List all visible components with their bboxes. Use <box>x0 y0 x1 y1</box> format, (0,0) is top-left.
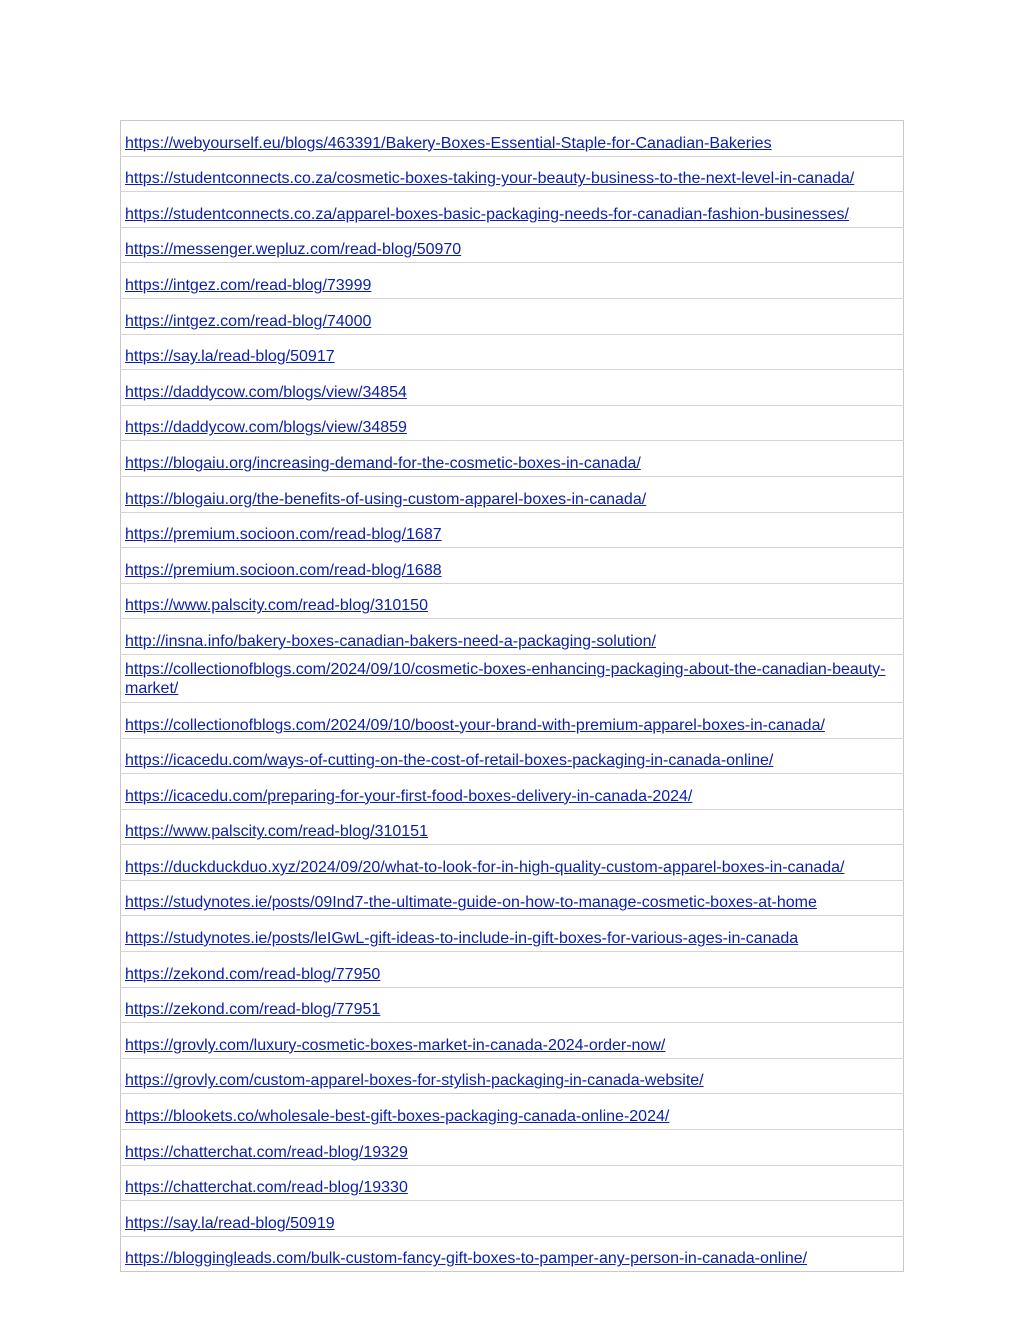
link-item[interactable]: https://premium.socioon.com/read-blog/1687 <box>125 526 442 544</box>
table-row <box>121 263 904 299</box>
table-cell <box>121 916 904 952</box>
link-item[interactable]: https://say.la/read-blog/50917 <box>125 348 335 366</box>
table-row <box>121 227 904 263</box>
table-row <box>121 916 904 952</box>
link-item[interactable]: https://www.palscity.com/read-blog/310151 <box>125 823 428 841</box>
table-row <box>121 880 904 916</box>
table-row <box>121 156 904 192</box>
link-item[interactable]: https://intgez.com/read-blog/73999 <box>125 276 372 294</box>
link-table <box>120 120 904 1272</box>
table-row <box>121 774 904 810</box>
table-cell <box>121 1201 904 1237</box>
table-cell <box>121 334 904 370</box>
table-row <box>121 405 904 441</box>
table-cell <box>121 952 904 988</box>
table-row <box>121 1094 904 1130</box>
table-cell <box>121 370 904 406</box>
link-item[interactable]: https://icacedu.com/ways-of-cutting-on-the-cost-of-retail-boxes-packaging-in-canada-online/ <box>125 752 774 770</box>
table-row <box>121 1165 904 1201</box>
link-item[interactable]: https://blogaiu.org/the-benefits-of-using-custom-apparel-boxes-in-canada/ <box>125 490 647 508</box>
link-item[interactable]: https://studynotes.ie/posts/09Ind7-the-ultimate-guide-on-how-to-manage-cosmetic-boxes-at-home <box>125 894 817 912</box>
table-cell <box>121 880 904 916</box>
link-item[interactable]: https://intgez.com/read-blog/74000 <box>125 312 372 330</box>
table-row <box>121 952 904 988</box>
table-cell <box>121 1165 904 1201</box>
link-item[interactable]: https://blookets.co/wholesale-best-gift-boxes-packaging-canada-online-2024/ <box>125 1108 670 1126</box>
table-row <box>121 619 904 655</box>
table-row <box>121 192 904 228</box>
table-cell <box>121 987 904 1023</box>
link-item[interactable]: https://collectionofblogs.com/2024/09/10/cosmetic-boxes-enhancing-packaging-about-the-canadian-beauty-market/ <box>125 660 886 697</box>
table-row <box>121 1236 904 1272</box>
table-cell <box>121 192 904 228</box>
table-row <box>121 702 904 738</box>
table-row <box>121 654 904 702</box>
table-cell <box>121 1236 904 1272</box>
table-row <box>121 512 904 548</box>
table-row <box>121 441 904 477</box>
link-item[interactable]: https://studentconnects.co.za/cosmetic-boxes-taking-your-beauty-business-to-the-next-level-in-canada/ <box>125 170 855 188</box>
link-item[interactable]: https://say.la/read-blog/50919 <box>125 1214 335 1232</box>
table-cell <box>121 476 904 512</box>
link-item[interactable]: https://studentconnects.co.za/apparel-boxes-basic-packaging-needs-for-canadian-fashion-businesses/ <box>125 205 849 223</box>
table-cell <box>121 845 904 881</box>
table-row <box>121 370 904 406</box>
link-item[interactable]: https://messenger.wepluz.com/read-blog/50970 <box>125 241 462 259</box>
table-cell <box>121 156 904 192</box>
table-row <box>121 1130 904 1166</box>
table-row <box>121 583 904 619</box>
table-row <box>121 1023 904 1059</box>
link-item[interactable]: https://webyourself.eu/blogs/463391/Bakery-Boxes-Essential-Staple-for-Canadian-Bakeries <box>125 134 772 152</box>
link-item[interactable]: https://www.palscity.com/read-blog/310150 <box>125 597 428 615</box>
table-cell <box>121 441 904 477</box>
table-row <box>121 1058 904 1094</box>
link-item[interactable]: http://insna.info/bakery-boxes-canadian-bakers-need-a-packaging-solution/ <box>125 632 656 650</box>
table-cell <box>121 1094 904 1130</box>
table-cell <box>121 263 904 299</box>
table-cell <box>121 405 904 441</box>
table-row <box>121 1201 904 1237</box>
table-cell <box>121 512 904 548</box>
table-cell <box>121 548 904 584</box>
table-row <box>121 987 904 1023</box>
table-cell <box>121 121 904 157</box>
table-cell <box>121 1130 904 1166</box>
table-cell <box>121 738 904 774</box>
table-row <box>121 121 904 157</box>
table-cell <box>121 227 904 263</box>
table-row <box>121 334 904 370</box>
table-cell <box>121 619 904 655</box>
table-row <box>121 845 904 881</box>
link-item[interactable]: https://premium.socioon.com/read-blog/1688 <box>125 561 442 579</box>
link-item[interactable]: https://icacedu.com/preparing-for-your-first-food-boxes-delivery-in-canada-2024/ <box>125 787 693 805</box>
link-item[interactable]: https://chatterchat.com/read-blog/19329 <box>125 1143 408 1161</box>
link-table-body <box>121 121 904 1272</box>
link-item[interactable]: https://daddycow.com/blogs/view/34854 <box>125 383 407 401</box>
link-item[interactable]: https://grovly.com/custom-apparel-boxes-for-stylish-packaging-in-canada-website/ <box>125 1072 704 1090</box>
table-row <box>121 476 904 512</box>
table-row <box>121 548 904 584</box>
table-cell <box>121 809 904 845</box>
link-item[interactable]: https://daddycow.com/blogs/view/34859 <box>125 419 407 437</box>
link-item[interactable]: https://zekond.com/read-blog/77951 <box>125 1001 381 1019</box>
link-item[interactable]: https://duckduckduo.xyz/2024/09/20/what-to-look-for-in-high-quality-custom-apparel-boxes-in-canada/ <box>125 858 845 876</box>
table-row <box>121 298 904 334</box>
link-item[interactable]: https://chatterchat.com/read-blog/19330 <box>125 1179 408 1197</box>
table-cell <box>121 1058 904 1094</box>
table-cell <box>121 702 904 738</box>
link-item[interactable]: https://zekond.com/read-blog/77950 <box>125 965 381 983</box>
link-item[interactable]: https://collectionofblogs.com/2024/09/10/boost-your-brand-with-premium-apparel-boxes-in-canada/ <box>125 716 825 734</box>
link-item[interactable]: https://studynotes.ie/posts/leIGwL-gift-ideas-to-include-in-gift-boxes-for-various-ages-in-canada <box>125 930 799 948</box>
link-item[interactable]: https://grovly.com/luxury-cosmetic-boxes-market-in-canada-2024-order-now/ <box>125 1036 666 1054</box>
table-cell <box>121 654 904 702</box>
table-row <box>121 738 904 774</box>
table-cell <box>121 298 904 334</box>
link-item[interactable]: https://blogaiu.org/increasing-demand-for-the-cosmetic-boxes-in-canada/ <box>125 454 641 472</box>
table-cell <box>121 1023 904 1059</box>
table-cell <box>121 774 904 810</box>
table-row <box>121 809 904 845</box>
table-cell <box>121 583 904 619</box>
link-item[interactable]: https://bloggingleads.com/bulk-custom-fancy-gift-boxes-to-pamper-any-person-in-canada-online/ <box>125 1250 808 1268</box>
